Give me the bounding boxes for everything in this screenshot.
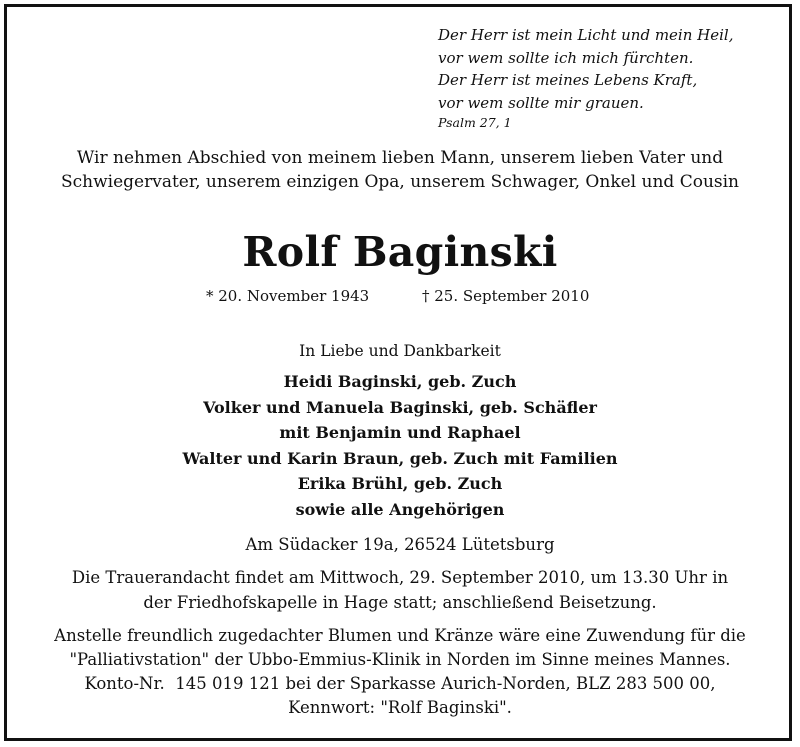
mourner-name: Volker und Manuela Baginski, geb. Schäfler xyxy=(203,397,597,417)
verse-reference: Psalm 27, 1 xyxy=(438,115,512,130)
mourner-name: Erika Brühl, geb. Zuch xyxy=(297,474,503,493)
mourners-heading: In Liebe und Dankbarkeit xyxy=(299,342,501,360)
mourners-list xyxy=(0,369,800,522)
service-line: der Friedhofskapelle in Hage statt; anschließend Beisetzung. xyxy=(143,592,657,612)
donation-line: Anstelle freundlich zugedachter Blumen und Kränze wäre eine Zuwendung für die xyxy=(54,626,746,645)
donation-request xyxy=(0,624,800,720)
mourner-name: Heidi Baginski, geb. Zuch xyxy=(283,372,517,391)
birth-date: * 20. November 1943 xyxy=(206,287,370,305)
donation-line: "Palliativstation" der Ubbo-Emmius-Klinik in Norden im Sinne meines Mannes. xyxy=(69,650,731,669)
intro-line: Schwiegervater, unserem einzigen Opa, unserem Schwager, Onkel und Cousin xyxy=(61,172,739,192)
mourner-name: mit Benjamin und Raphael xyxy=(279,423,521,442)
verse-line: vor wem sollte mir grauen. xyxy=(438,93,644,112)
verse-line: vor wem sollte ich mich fürchten. xyxy=(438,48,694,67)
verse-line: Der Herr ist mein Licht und mein Heil, xyxy=(438,26,734,44)
service-details xyxy=(0,566,800,615)
mourner-name: Walter und Karin Braun, geb. Zuch mit Familien xyxy=(182,448,618,468)
psalm-verse xyxy=(438,24,778,132)
verse-line: Der Herr ist meines Lebens Kraft, xyxy=(438,71,698,89)
death-date: † 25. September 2010 xyxy=(422,287,590,305)
intro-line: Wir nehmen Abschied von meinem lieben Mann, unserem lieben Vater und xyxy=(76,148,724,168)
service-line: Die Trauerandacht findet am Mittwoch, 29. September 2010, um 13.30 Uhr in xyxy=(71,568,729,587)
donation-line: Konto-Nr. 145 019 121 bei der Sparkasse Aurich-Norden, BLZ 283 500 00, xyxy=(84,674,716,693)
family-address: Am Südacker 19a, 26524 Lütetsburg xyxy=(245,535,555,554)
mourner-name: sowie alle Angehörigen xyxy=(295,499,505,519)
donation-line: Kennwort: "Rolf Baginski". xyxy=(288,698,512,717)
farewell-intro xyxy=(0,146,800,194)
deceased-name: Rolf Baginski xyxy=(242,228,558,276)
